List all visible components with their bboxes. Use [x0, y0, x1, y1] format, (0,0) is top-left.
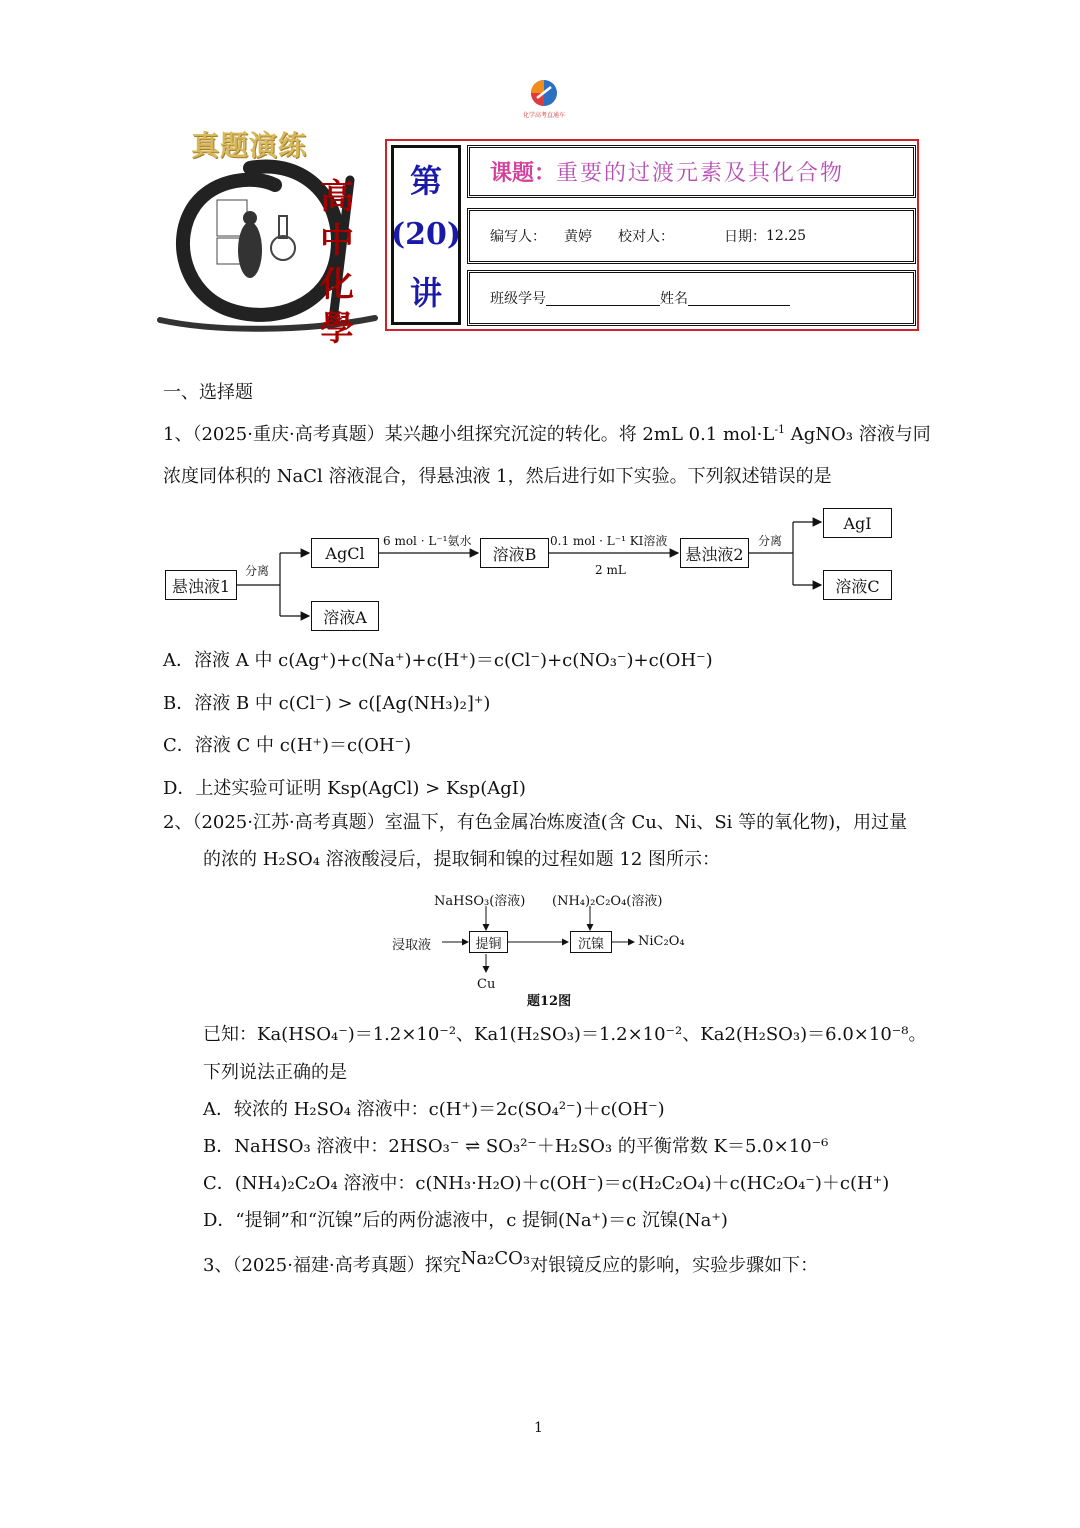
separate-label-1: 分离 [245, 564, 270, 578]
q2-line1: 2、（2025·江苏·高考真题）室温下，有色金属冶炼废渣(含 Cu、Ni、Si 等的氧化物)，用过量 [163, 812, 908, 833]
class-label: 班级学号 [490, 291, 546, 307]
suspension1-box: 悬浊液1 [165, 570, 237, 600]
q2-reagent-nahso3: NaHSO₃(溶液) [434, 894, 526, 909]
q2-option-c: C．(NH₄)₂C₂O₄ 溶液中：c(NH₃·H₂O)＋c(OH⁻)＝c(H₂C₂O₄)＋c(HC₂O₄⁻)＋c(H⁺) [203, 1173, 890, 1194]
reagent-ammonia-label: 6 mol · L⁻¹氨水 [383, 534, 472, 548]
q1-option-b: B．溶液 B 中 c(Cl⁻) > c([Ag(NH₃)₂]⁺) [163, 693, 491, 714]
q2-step-extract-copper: 提铜 [469, 931, 508, 953]
brand-emblem [155, 120, 385, 349]
logo-circle-icon [529, 78, 559, 108]
author-box [467, 208, 916, 264]
q1-flow-diagram [165, 505, 895, 635]
q3-formula: Na₂CO₃ [460, 1248, 531, 1269]
lecture-line2: (20) [390, 217, 462, 253]
q1-option-a: A．溶液 A 中 c(Ag⁺)+c(Na⁺)+c(H⁺)＝c(Cl⁻)+c(NO₃⁻)+c(OH⁻) [163, 650, 713, 671]
topic-box [467, 145, 916, 198]
q2-figure-caption: 题12图 [527, 994, 572, 1009]
q2-reagent-oxalate: (NH₄)₂C₂O₄(溶液) [552, 894, 663, 909]
checker-label: 校对人： [618, 229, 674, 245]
page-number: 1 [534, 1420, 543, 1436]
q1-option-d: D．上述实验可证明 Ksp(AgCl) > Ksp(AgI) [163, 778, 526, 799]
reagent-ki-label: 0.1 mol · L⁻¹ KI溶液 [550, 534, 668, 548]
suspension2-box: 悬浊液2 [680, 538, 749, 568]
q1-line2: 浓度同体积的 NaCl 溶液混合，得悬浊液 1，然后进行如下实验。下列叙述错误的是 [163, 466, 832, 487]
q2-known: 已知：Ka(HSO₄⁻)＝1.2×10⁻²、Ka1(H₂SO₃)＝1.2×10⁻²、Ka2(H₂SO₃)＝6.0×10⁻⁸。 [203, 1024, 927, 1045]
topic-title: 重要的过渡元素及其化合物 [556, 161, 845, 186]
solution-c-box: 溶液C [823, 570, 892, 600]
q2-option-b: B．NaHSO₃ 溶液中：2HSO₃⁻ ⇌ SO₃²⁻＋H₂SO₃ 的平衡常数 K＝5.0×10⁻⁶ [203, 1136, 829, 1157]
brand-vertical-text: 高中化學 [320, 177, 354, 349]
date-label: 日期： [724, 229, 766, 245]
class-number-blank[interactable] [546, 291, 660, 306]
solution-b-box: 溶液B [480, 538, 549, 568]
q2-prompt: 下列说法正确的是 [203, 1062, 347, 1083]
q1-line1-end: AgNO₃ 溶液与同 [785, 424, 931, 445]
lecture-line3: 讲 [409, 274, 442, 313]
top-logo [520, 78, 568, 122]
q2-option-d: D．“提铜”和“沉镍”后的两份滤液中，c 提铜(Na⁺)＝c 沉镍(Na⁺) [203, 1210, 728, 1231]
q2-start-label: 浸取液 [392, 938, 432, 953]
author-name: 黄婷 [564, 229, 592, 245]
q2-option-a: A．较浓的 H₂SO₄ 溶液中：c(H⁺)＝2c(SO₄²⁻)＋c(OH⁻) [203, 1099, 665, 1120]
q2-byproduct-label: Cu [477, 977, 496, 992]
q1-line1-sup: -1 [774, 423, 786, 436]
topic-label: 课题： [490, 161, 557, 186]
q1-option-c: C．溶液 C 中 c(H⁺)＝c(OH⁻) [163, 735, 412, 756]
agi-box: AgI [823, 508, 892, 538]
q3-line1-a: 3、（2025·福建·高考真题）探究 [203, 1255, 461, 1276]
q2-product-label: NiC₂O₄ [638, 934, 685, 949]
q2-line2: 的浓的 H₂SO₄ 溶液酸浸后，提取铜和镍的过程如题 12 图所示： [203, 849, 721, 870]
lecture-number [391, 145, 461, 325]
class-box [467, 270, 916, 326]
separate-label-2: 分离 [758, 534, 783, 548]
q3-line1-c: 对银镜反应的影响，实验步骤如下： [530, 1255, 819, 1276]
agcl-box: AgCl [311, 538, 379, 568]
q1-line1 [163, 422, 931, 448]
q1-line1-text: 1、（2025·重庆·高考真题）某兴趣小组探究沉淀的转化。将 2mL 0.1 mol·L [163, 424, 775, 445]
lecture-line1: 第 [409, 161, 442, 200]
date-value: 12.25 [766, 228, 807, 244]
name-label: 姓名 [660, 291, 688, 307]
q3-line1 [203, 1248, 819, 1279]
name-blank[interactable] [688, 291, 790, 306]
q2-step-precipitate-nickel: 沉镍 [570, 931, 612, 953]
q2-flow-diagram [390, 888, 700, 1008]
q1-flow-arrows [165, 505, 895, 635]
section-title: 一、选择题 [163, 382, 253, 403]
brand-stamp: 真题演练 [191, 129, 308, 162]
logo-caption: 化学高考直通车 [522, 112, 565, 119]
reagent-ki-volume: 2 mL [595, 563, 626, 577]
solution-a-box: 溶液A [311, 601, 379, 631]
author-label: 编写人： [490, 229, 546, 245]
